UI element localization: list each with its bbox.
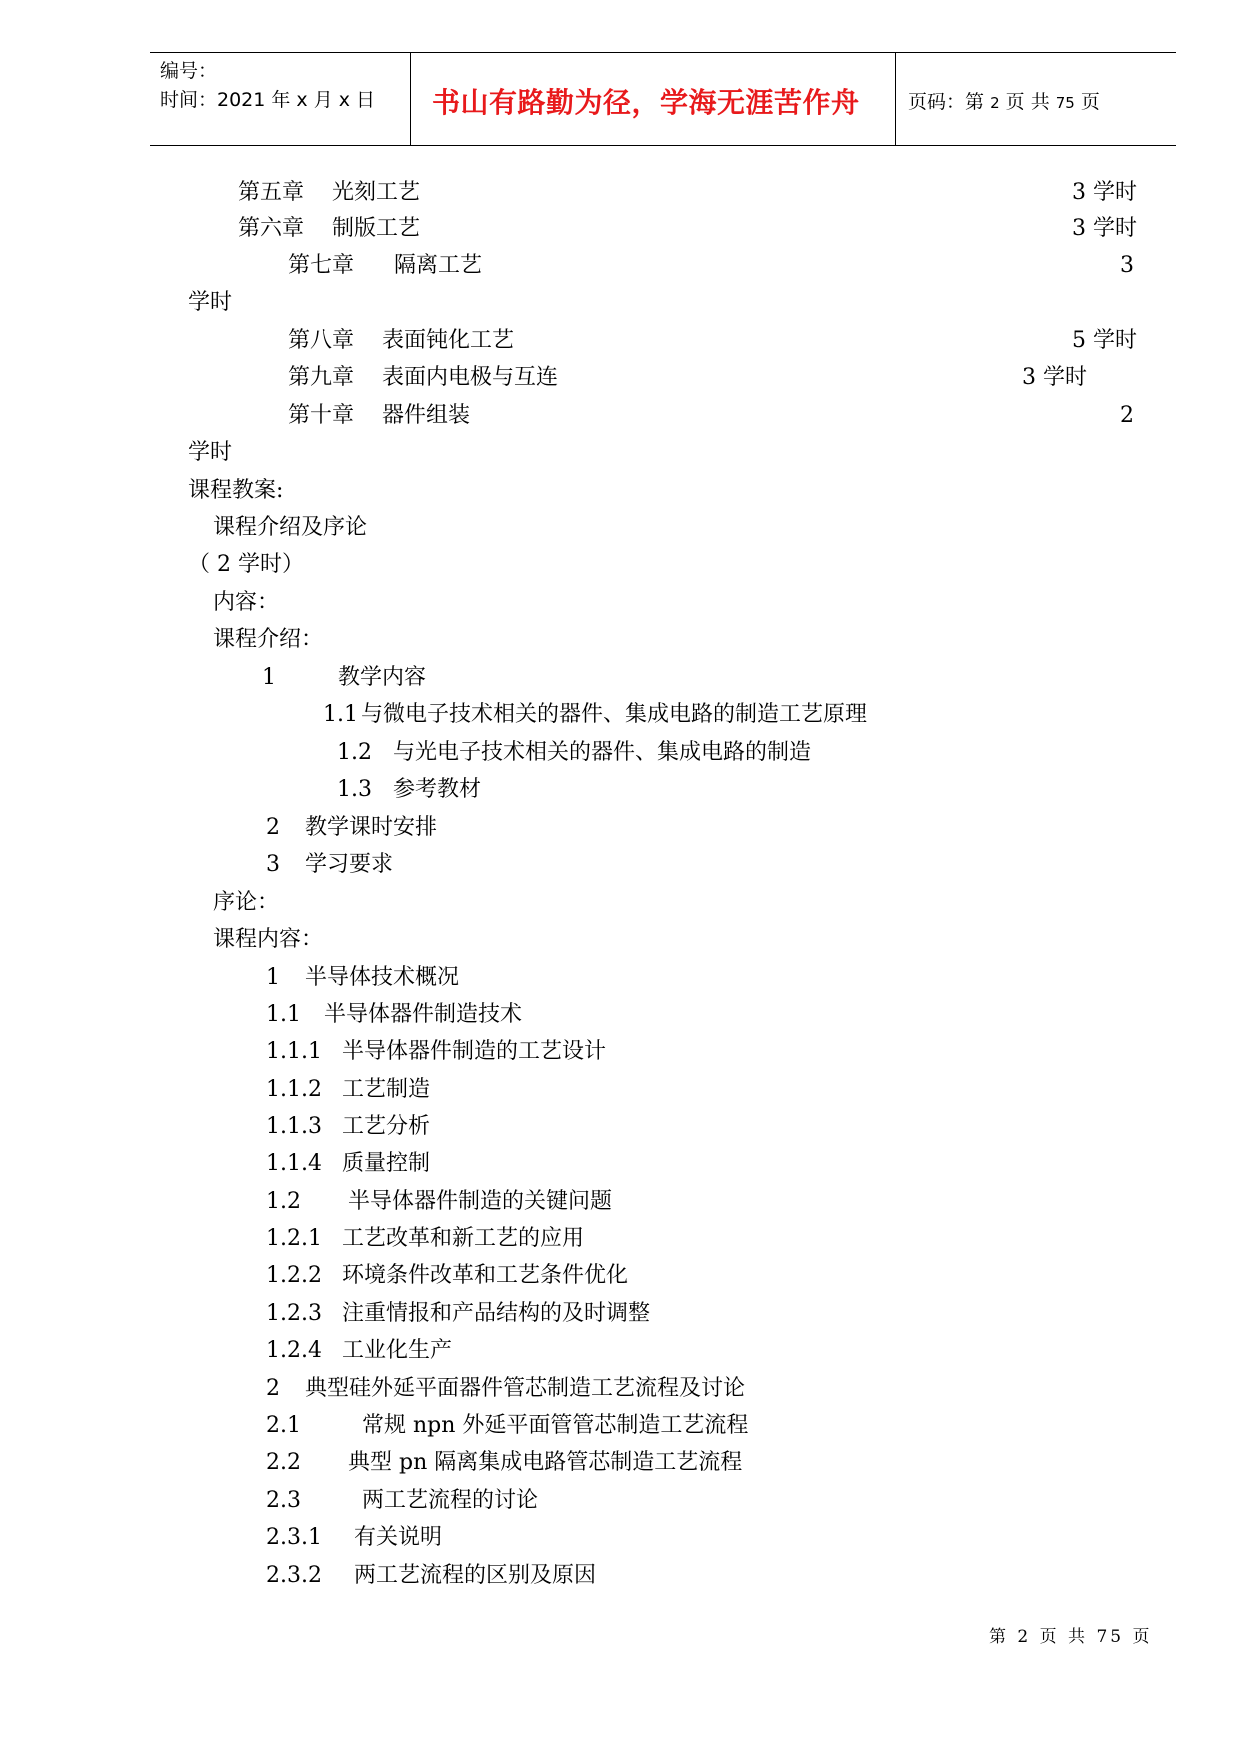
footer-suffix: 页 <box>1132 1627 1153 1647</box>
item-number: 1.1.4 <box>266 1151 322 1176</box>
item-text: 典型 pn 隔离集成电路管芯制造工艺流程 <box>348 1450 743 1475</box>
item-text: 环境条件改革和工艺条件优化 <box>342 1263 629 1288</box>
chapter-title: 制版工艺 <box>332 216 421 241</box>
item-text: 有关说明 <box>354 1525 443 1550</box>
code-label: 编号： <box>160 60 218 82</box>
chapter-hours: 5 学时 <box>1072 328 1137 353</box>
chapter-number: 第六章 <box>238 216 305 241</box>
intro-hours: （ 2 学时） <box>188 552 304 577</box>
item-number: 1.2 <box>337 740 372 765</box>
chapter-hours: 3 学时 <box>1072 180 1137 205</box>
item-text: 工业化生产 <box>342 1338 453 1363</box>
item-text: 半导体技术概况 <box>305 965 460 990</box>
item-text: 教学课时安排 <box>305 815 438 840</box>
item-text: 工艺改革和新工艺的应用 <box>342 1226 585 1251</box>
footer-total: 75 <box>1096 1627 1125 1647</box>
chapter-number: 第九章 <box>288 365 355 390</box>
page-header <box>150 52 1176 146</box>
item-number: 2 <box>266 1376 280 1401</box>
list-item <box>266 1450 742 1476</box>
intro-title: 课程介绍及序论 <box>213 515 368 540</box>
list-item <box>266 1301 650 1327</box>
list-item <box>266 1077 430 1103</box>
item-text: 质量控制 <box>342 1151 431 1176</box>
page-suffix: 页 <box>1080 91 1100 113</box>
chapter-hours: 3 <box>1120 253 1134 278</box>
item-number: 1.2.3 <box>266 1301 322 1326</box>
schedule-row <box>288 365 558 391</box>
item-number: 2.3.1 <box>266 1525 322 1550</box>
header-divider <box>410 53 411 145</box>
list-item <box>266 815 437 841</box>
list-item <box>266 1039 606 1065</box>
footer-current: 2 <box>1017 1627 1032 1647</box>
item-number: 1.3 <box>337 777 372 802</box>
chapter-title: 器件组装 <box>382 403 471 428</box>
chapter-hours-wrap: 学时 <box>188 290 233 315</box>
page-prefix: 页码：第 <box>908 91 985 113</box>
course-intro-label: 课程介绍： <box>213 627 324 652</box>
item-number: 1.1.1 <box>266 1039 322 1064</box>
header-page-info <box>908 87 1100 114</box>
item-text: 工艺分析 <box>342 1114 431 1139</box>
page-footer <box>989 1622 1153 1647</box>
schedule-row <box>238 216 420 242</box>
list-item <box>266 1338 452 1364</box>
list-item <box>266 1413 748 1439</box>
chapter-number: 第八章 <box>288 328 355 353</box>
item-number: 2.3.2 <box>266 1563 322 1588</box>
item-text: 半导体器件制造的关键问题 <box>348 1189 613 1214</box>
item-text: 注重情报和产品结构的及时调整 <box>342 1301 651 1326</box>
chapter-title: 光刻工艺 <box>332 180 421 205</box>
list-item <box>266 1376 745 1402</box>
item-number: 1.2.1 <box>266 1226 322 1251</box>
schedule-row <box>288 253 482 279</box>
item-text: 半导体器件制造的工艺设计 <box>342 1039 607 1064</box>
list-item <box>266 1263 628 1289</box>
header-divider <box>895 53 896 145</box>
list-item <box>266 1151 430 1177</box>
chapter-hours: 3 学时 <box>1022 365 1087 390</box>
chapter-hours: 2 <box>1120 403 1134 428</box>
item-number: 1.1.2 <box>266 1077 322 1102</box>
item-number: 1.1.3 <box>266 1114 322 1139</box>
item-text: 教学内容 <box>338 665 427 690</box>
item-number: 1.1 <box>323 702 358 727</box>
list-item <box>266 1189 612 1215</box>
list-item <box>323 702 867 728</box>
chapter-number: 第七章 <box>288 253 355 278</box>
schedule-row <box>288 403 470 429</box>
schedule-row <box>238 180 420 206</box>
chapter-number: 第五章 <box>238 180 305 205</box>
item-number: 1 <box>266 965 280 990</box>
list-item <box>266 1114 430 1140</box>
item-text: 常规 npn 外延平面管管芯制造工艺流程 <box>362 1413 749 1438</box>
item-number: 1.1 <box>266 1002 301 1027</box>
item-number: 2.2 <box>266 1450 301 1475</box>
content-label: 内容： <box>213 590 280 615</box>
time-label: 时间：2021 年 x 月 x 日 <box>160 89 376 111</box>
list-item <box>266 852 393 878</box>
list-item <box>266 1002 522 1028</box>
footer-prefix: 第 <box>989 1627 1009 1647</box>
chapter-hours: 3 学时 <box>1072 216 1137 241</box>
item-text: 与光电子技术相关的器件、集成电路的制造 <box>393 740 812 765</box>
chapter-title: 表面钝化工艺 <box>382 328 515 353</box>
list-item <box>266 1226 584 1252</box>
schedule-row <box>288 328 514 354</box>
item-number: 1.2.4 <box>266 1338 322 1363</box>
page-total: 75 <box>1055 94 1075 112</box>
item-number: 2.3 <box>266 1488 301 1513</box>
chapter-title: 隔离工艺 <box>394 253 483 278</box>
item-text: 半导体器件制造技术 <box>324 1002 523 1027</box>
course-content-label: 课程内容： <box>213 927 324 952</box>
item-text: 参考教材 <box>393 777 482 802</box>
header-motto: 书山有路勤为径，学海无涯苦作舟 <box>432 86 860 119</box>
chapter-number: 第十章 <box>288 403 355 428</box>
item-number: 1.2.2 <box>266 1263 322 1288</box>
list-item <box>266 1488 538 1514</box>
item-text: 两工艺流程的区别及原因 <box>354 1563 597 1588</box>
list-item <box>266 1563 596 1589</box>
list-item <box>266 965 459 991</box>
item-text: 工艺制造 <box>342 1077 431 1102</box>
preface-label: 序论： <box>213 890 280 915</box>
item-text: 与微电子技术相关的器件、集成电路的制造工艺原理 <box>361 702 868 727</box>
footer-mid: 页 共 <box>1039 1627 1089 1647</box>
item-number: 3 <box>266 852 280 877</box>
chapter-title: 表面内电极与互连 <box>382 365 559 390</box>
item-number: 1 <box>262 665 276 690</box>
list-item <box>337 777 481 803</box>
list-item <box>266 1525 442 1551</box>
list-item <box>262 665 426 691</box>
header-meta <box>160 57 375 115</box>
plan-heading: 课程教案: <box>188 478 284 503</box>
chapter-hours-wrap: 学时 <box>188 440 233 465</box>
item-number: 2 <box>266 815 280 840</box>
item-text: 学习要求 <box>305 852 394 877</box>
item-number: 1.2 <box>266 1189 301 1214</box>
item-number: 2.1 <box>266 1413 301 1438</box>
page-current: 2 <box>990 94 1000 112</box>
page-mid: 页 共 <box>1005 91 1050 113</box>
item-text: 典型硅外延平面器件管芯制造工艺流程及讨论 <box>305 1376 746 1401</box>
item-text: 两工艺流程的讨论 <box>362 1488 539 1513</box>
list-item <box>337 740 811 766</box>
